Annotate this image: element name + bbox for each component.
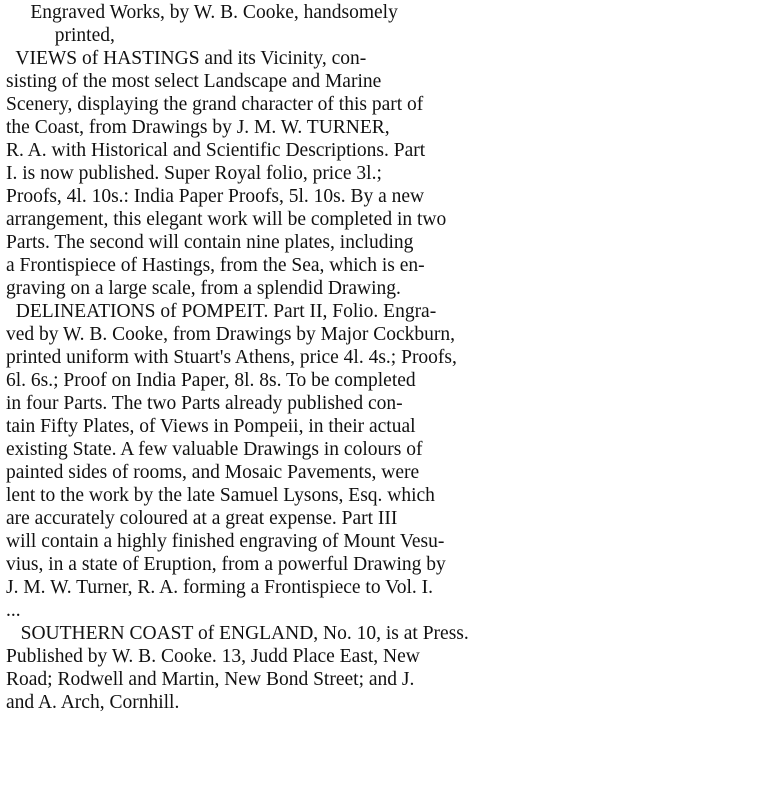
text-line: SOUTHERN COAST of ENGLAND, No. 10, is at Press. — [6, 623, 469, 644]
text-line: arrangement, this elegant work will be completed in two — [6, 209, 447, 230]
text-line: J. M. W. Turner, R. A. forming a Frontispiece to Vol. I. — [6, 577, 433, 598]
text-line: VIEWS of HASTINGS and its Vicinity, con- — [6, 48, 367, 69]
text-line: the Coast, from Drawings by J. M. W. TURNER, — [6, 117, 390, 138]
text-line: Engraved Works, by W. B. Cooke, handsomely — [6, 2, 398, 23]
document-page — [6, 0, 763, 800]
text-line: Published by W. B. Cooke. 13, Judd Place East, New — [6, 646, 420, 667]
text-line: Proofs, 4l. 10s.: India Paper Proofs, 5l. 10s. By a new — [6, 186, 425, 207]
text-line: painted sides of rooms, and Mosaic Pavements, were — [6, 462, 420, 483]
text-line: sisting of the most select Landscape and Marine — [6, 71, 382, 92]
text-line: ... — [6, 600, 21, 621]
text-line: tain Fifty Plates, of Views in Pompeii, in their actual — [6, 416, 416, 437]
text-line: and A. Arch, Cornhill. — [6, 692, 180, 713]
text-line: I. is now published. Super Royal folio, price 3l.; — [6, 163, 382, 184]
text-line: lent to the work by the late Samuel Lysons, Esq. which — [6, 485, 435, 506]
text-line: are accurately coloured at a great expense. Part III — [6, 508, 398, 529]
text-line: vius, in a state of Eruption, from a powerful Drawing by — [6, 554, 446, 575]
text-line: Road; Rodwell and Martin, New Bond Street; and J. — [6, 669, 415, 690]
text-line: 6l. 6s.; Proof on India Paper, 8l. 8s. To be completed — [6, 370, 416, 391]
text-line: Parts. The second will contain nine plates, including — [6, 232, 414, 253]
text-line: in four Parts. The two Parts already published con- — [6, 393, 403, 414]
text-line: R. A. with Historical and Scientific Descriptions. Part — [6, 140, 426, 161]
text-line: existing State. A few valuable Drawings in colours of — [6, 439, 423, 460]
text-line: graving on a large scale, from a splendid Drawing. — [6, 278, 401, 299]
text-line: a Frontispiece of Hastings, from the Sea, which is en- — [6, 255, 425, 276]
text-line: Scenery, displaying the grand character of this part of — [6, 94, 424, 115]
text-line: printed, — [6, 25, 115, 46]
text-line: ved by W. B. Cooke, from Drawings by Major Cockburn, — [6, 324, 455, 345]
text-line: DELINEATIONS of POMPEIT. Part II, Folio. Engra- — [6, 301, 437, 322]
text-line: will contain a highly finished engraving of Mount Vesu- — [6, 531, 445, 552]
text-line: printed uniform with Stuart's Athens, price 4l. 4s.; Proofs, — [6, 347, 457, 368]
